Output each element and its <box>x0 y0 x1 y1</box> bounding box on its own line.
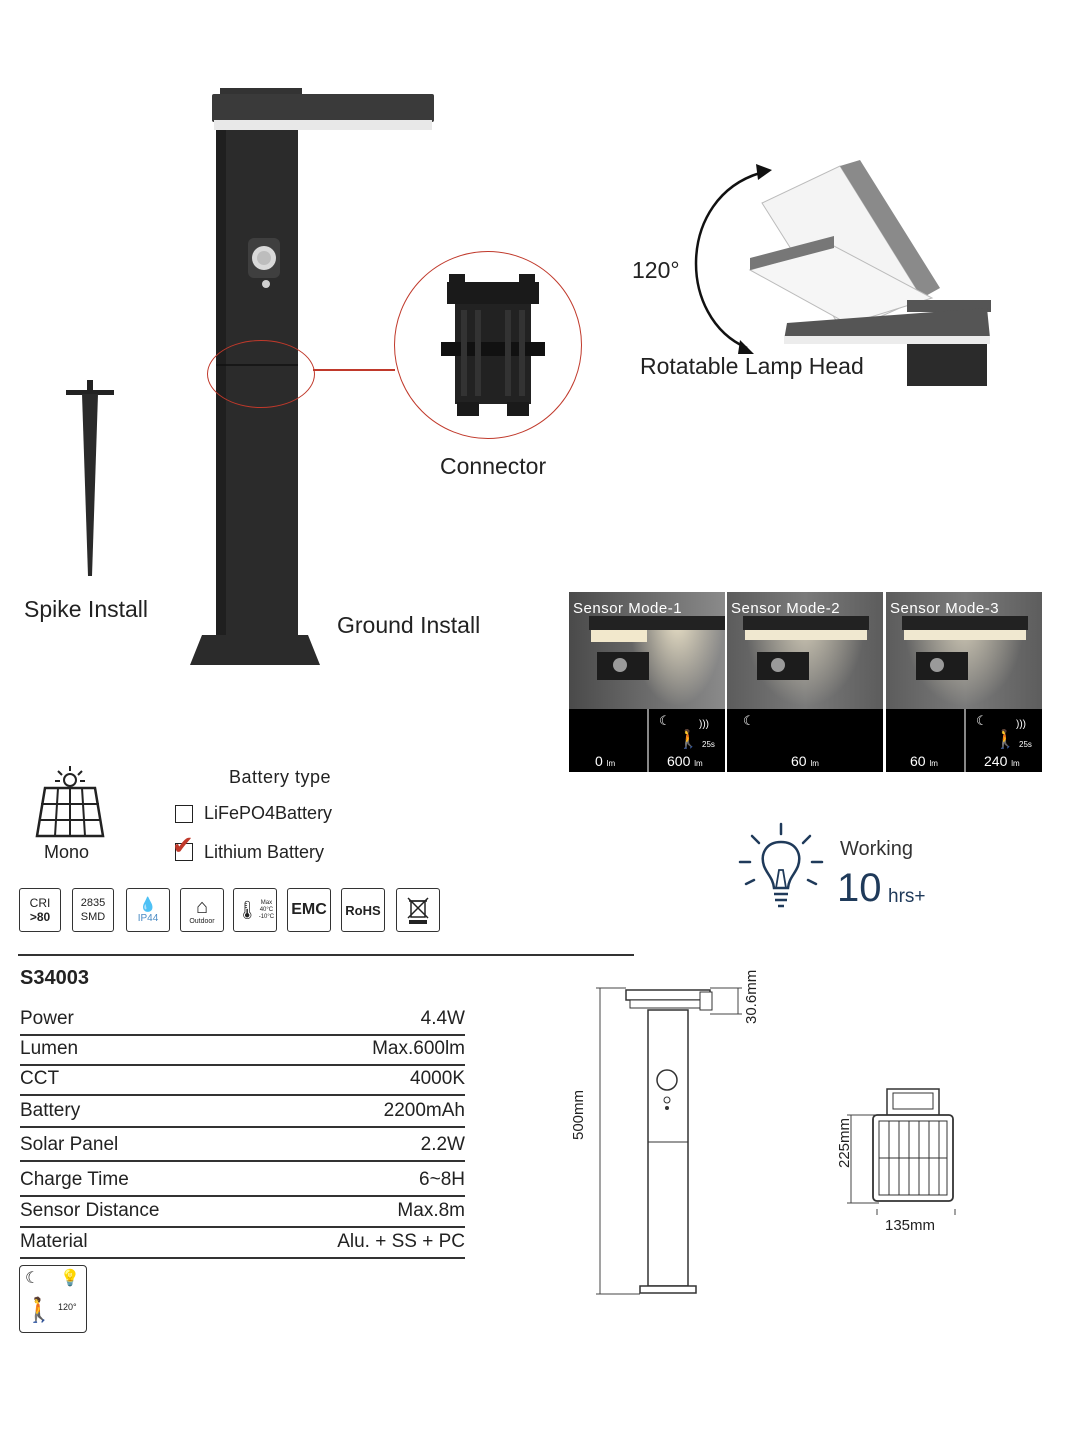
moon-icon: ☾ <box>25 1270 40 1287</box>
motion-waves-icon: ))) <box>1016 719 1026 730</box>
spec-row-cct: CCT 4000K <box>20 1064 465 1096</box>
water-drop-icon: 💧 <box>139 896 157 912</box>
working-hours-suffix: hrs+ <box>888 886 926 907</box>
sensor-mode-1-title: Sensor Mode-1 <box>573 600 683 617</box>
battery-option-lithium-label: Lithium Battery <box>204 842 325 862</box>
light-on-icon: 💡 <box>60 1270 80 1287</box>
mode-1-active-lumen: 600 <box>667 753 691 769</box>
spec-row-material: Material Alu. + SS + PC <box>20 1227 465 1259</box>
timer-label: 25s <box>1019 740 1032 749</box>
mode-3-active-lumen: 240 <box>984 753 1008 769</box>
spike-install-label: Spike Install <box>24 596 149 622</box>
light-bulb-icon <box>738 822 824 914</box>
sensor-angle-label: 120° <box>58 1302 77 1312</box>
sensor-mode-2-title: Sensor Mode-2 <box>731 600 841 617</box>
ground-install-label: Ground Install <box>337 612 481 638</box>
walking-person-icon: 🚶 <box>24 1297 54 1324</box>
connector-label: Connector <box>440 453 547 479</box>
working-label: Working <box>840 838 913 860</box>
sensor-mode-1-panel: Sensor Mode-1 ☾ 🚶 ))) 25s 0 lm 600 lm <box>569 592 725 772</box>
solar-panel-icon <box>33 766 107 840</box>
thermometer-icon: 🌡 <box>235 899 259 920</box>
weee-bin-icon <box>396 888 440 932</box>
head-depth-dimension: 225mm <box>836 1117 853 1168</box>
spec-row-solar-panel: Solar Panel 2.2W <box>20 1130 465 1162</box>
cri-badge: CRI >80 <box>19 888 61 932</box>
emc-badge: EMC <box>287 888 331 932</box>
spec-row-sensor-distance: Sensor Distance Max.8m <box>20 1196 465 1228</box>
mode-2-lumen: 60 <box>791 753 807 769</box>
panel-type-label: Mono <box>44 842 90 862</box>
mode-3-dark-lumen: 60 <box>910 753 926 769</box>
rotatable-head-label: Rotatable Lamp Head <box>640 353 864 379</box>
connector-zoom-circle <box>394 251 582 439</box>
connector-icon <box>395 252 581 438</box>
moon-icon: ☾ <box>743 713 755 728</box>
sensor-mode-3-panel: Sensor Mode-3 ☾ 🚶 ))) 25s 60 lm 240 lm <box>886 592 1042 772</box>
battery-type-heading: Battery type <box>229 767 332 787</box>
spec-row-battery: Battery 2200mAh <box>20 1096 465 1128</box>
sensor-mode-2-panel: Sensor Mode-2 ☾ 60 lm <box>727 592 883 772</box>
section-divider <box>18 954 634 956</box>
top-view-drawing <box>845 1085 965 1215</box>
connector-highlight-ellipse <box>207 340 315 408</box>
sensor-mode-3-title: Sensor Mode-3 <box>890 600 1000 617</box>
house-icon: ⌂ <box>195 895 209 918</box>
model-number: S34003 <box>20 967 89 989</box>
spec-row-charge-time: Charge Time 6~8H <box>20 1165 465 1197</box>
battery-option-lifepo4-checkbox[interactable] <box>175 805 193 823</box>
working-hours-value: 10 <box>837 866 882 910</box>
spec-row-power: Power 4.4W <box>20 1004 465 1036</box>
temperature-badge: 🌡 Max 40°C -10°C <box>233 888 277 932</box>
connector-leader-line <box>313 369 395 371</box>
walking-person-icon: 🚶 <box>677 729 700 749</box>
spike-illustration <box>60 380 120 580</box>
checkmark-icon: ✔ <box>172 830 194 860</box>
rohs-badge: RoHS <box>341 888 385 932</box>
moon-icon: ☾ <box>659 713 671 728</box>
battery-option-lifepo4-label: LiFePO4Battery <box>204 803 333 823</box>
head-width-dimension: 135mm <box>885 1217 936 1234</box>
smd-badge: 2835 SMD <box>72 888 114 932</box>
timer-label: 25s <box>702 740 715 749</box>
moon-icon: ☾ <box>976 713 988 728</box>
motion-sensor-badge <box>19 1265 87 1333</box>
head-height-dimension: 30.6mm <box>743 969 760 1024</box>
outdoor-badge: ⌂ Outdoor <box>180 888 224 932</box>
motion-waves-icon: ))) <box>699 719 709 730</box>
total-height-dimension: 500mm <box>570 1089 587 1140</box>
walking-person-icon: 🚶 <box>994 729 1017 749</box>
mode-1-dark-lumen: 0 <box>595 753 603 769</box>
spec-row-lumen: Lumen Max.600lm <box>20 1034 465 1066</box>
rotation-angle-label: 120° <box>632 257 680 283</box>
ip44-badge: 💧 IP44 <box>126 888 170 932</box>
